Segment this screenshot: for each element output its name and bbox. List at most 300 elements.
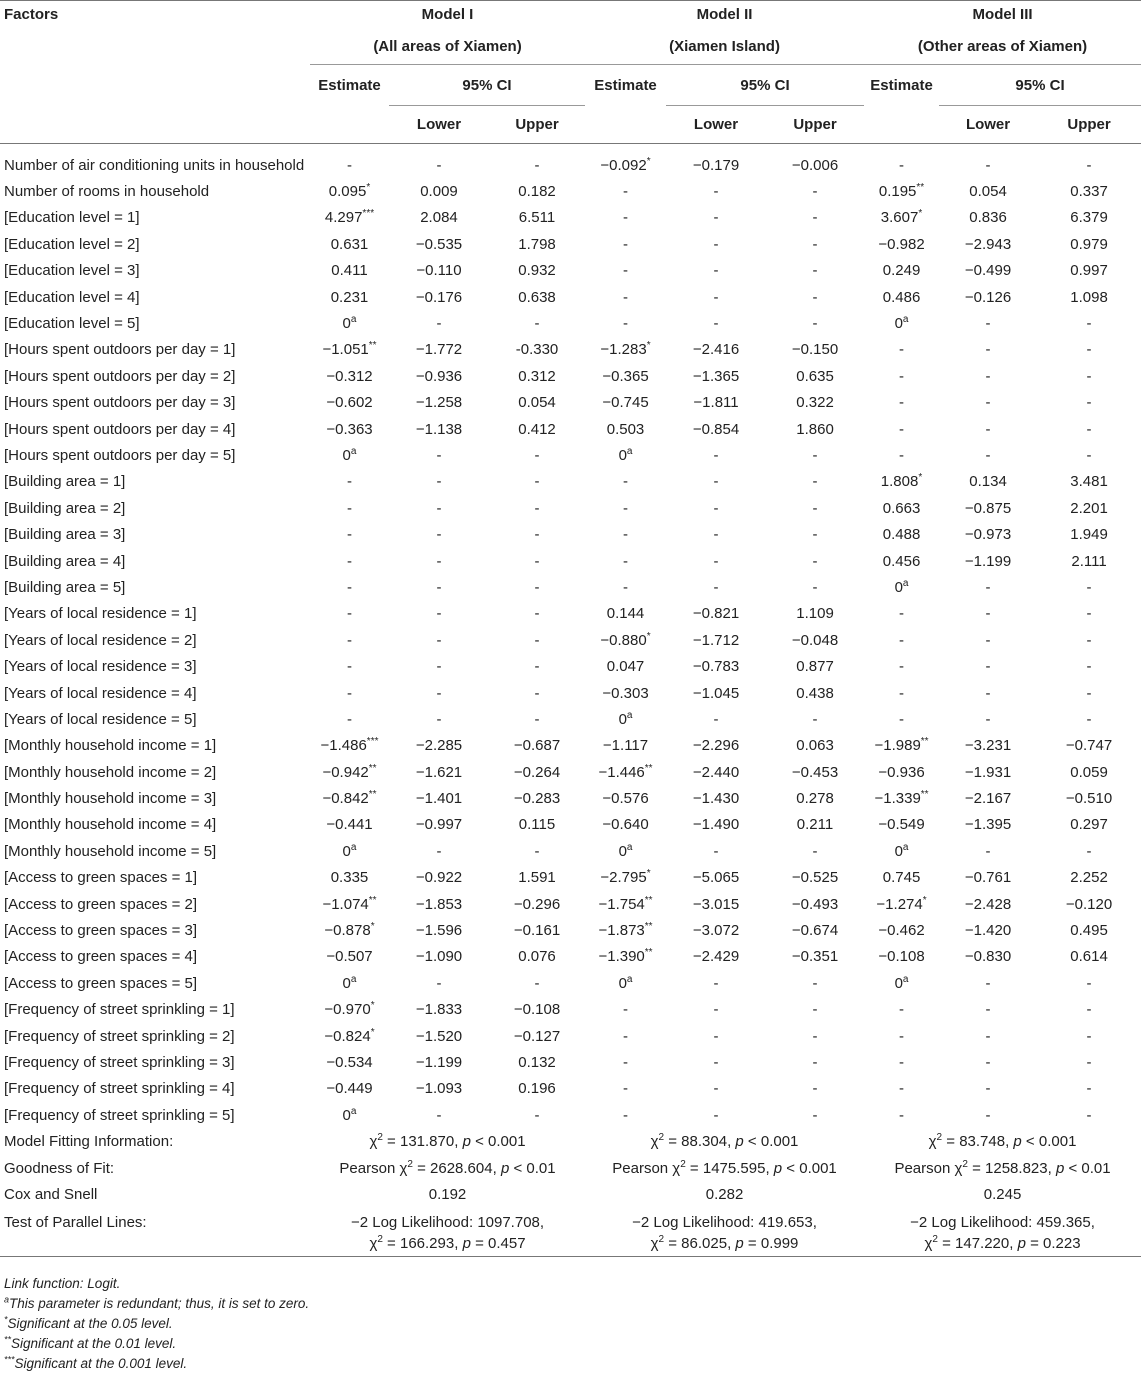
ci-upper-cell: -	[812, 262, 818, 280]
ci-lower-cell: -	[436, 473, 442, 491]
estimate-cell: -	[623, 183, 629, 201]
ci-lower-cell: -	[436, 526, 442, 544]
factor-label: [Years of local residence = 5]	[4, 710, 197, 728]
ci-upper-cell: -	[1086, 710, 1092, 728]
ci-upper-cell: -	[812, 710, 818, 728]
ci-lower-cell: -	[436, 842, 442, 860]
ci-lower-cell: −3.072	[692, 922, 740, 940]
estimate-cell: 4.297***	[324, 208, 375, 227]
ci-lower-cell: −2.440	[692, 763, 740, 781]
ci-lower-cell: −0.179	[692, 156, 740, 174]
ci-upper-cell: 1.098	[1070, 288, 1108, 306]
ci-lower-cell: −1.093	[415, 1080, 463, 1098]
estimate-cell: −0.441	[326, 816, 373, 834]
ci-upper-cell: -0.330	[515, 341, 559, 359]
note-sig-005: *Significant at the 0.05 level.	[4, 1314, 173, 1331]
estimate-cell: −0.449	[326, 1080, 373, 1098]
table-row	[0, 1102, 1141, 1128]
table-row	[0, 812, 1141, 838]
estimate-cell: -	[347, 499, 352, 517]
table-row	[0, 759, 1141, 785]
estimate-cell: 0.488	[882, 526, 921, 544]
ci-upper-cell: 0.182	[518, 183, 556, 201]
goodness-of-fit-label: Goodness of Fit:	[4, 1159, 115, 1177]
estimate-cell: 0$^a$	[894, 577, 909, 596]
significance-mark: ***	[366, 736, 379, 748]
ci-upper-cell: 0.638	[518, 288, 556, 306]
estimate-cell: 0$^a$	[342, 445, 357, 464]
ci-lower-cell: -	[713, 209, 719, 227]
ci-lower-cell: -	[713, 183, 719, 201]
estimate-cell: -	[347, 710, 352, 728]
ci-upper-cell: -	[812, 1080, 818, 1098]
cox-snell-m2: 0.282	[705, 1185, 744, 1203]
ci-lower-cell: −1.811	[693, 394, 739, 412]
ci-lower-cell: -	[713, 473, 719, 491]
table-row	[0, 838, 1141, 864]
ci-upper-cell: −0.687	[513, 737, 561, 755]
ci-upper-cell: 2.201	[1070, 499, 1108, 517]
factor-label: [Monthly household income = 1]	[4, 737, 217, 755]
factor-label: [Access to green spaces = 3]	[4, 922, 198, 940]
ci-upper-cell: -	[534, 1106, 540, 1124]
ci-lower-cell: −3.231	[964, 737, 1012, 755]
estimate-cell: 0.411	[331, 262, 368, 280]
ci-upper-cell: 2.111	[1071, 552, 1107, 570]
estimate-cell: -	[623, 315, 629, 333]
estimate-cell: −1.486***	[320, 736, 379, 755]
estimate-cell: -	[899, 658, 905, 676]
ci-lower-cell: −1.045	[692, 684, 740, 702]
ci-upper-cell: 6.511	[518, 209, 556, 227]
significance-mark: *	[370, 1026, 375, 1038]
ci-header: 95% CI	[666, 65, 864, 106]
ci-lower-cell: −1.931	[964, 763, 1012, 781]
goodness-of-fit-m3: Pearson $\chi^2 = 1258.823$, p < 0.01	[894, 1158, 1111, 1177]
significance-mark: **	[368, 894, 377, 906]
table-row	[0, 997, 1141, 1023]
factor-label: [Education level = 4]	[4, 288, 140, 306]
estimate-cell: 0$^a$	[618, 709, 633, 728]
ci-upper-cell: -	[534, 710, 540, 728]
estimate-cell: 0.745	[882, 869, 921, 887]
significance-mark: **	[644, 894, 653, 906]
ci-upper-cell: −0.120	[1065, 895, 1113, 913]
ci-upper-cell: -	[812, 526, 818, 544]
ci-lower-cell: −1.401	[415, 790, 463, 808]
ci-upper-cell: −0.493	[791, 895, 839, 913]
ci-lower-cell: −2.943	[964, 235, 1012, 253]
model-3-title: Model III	[864, 1, 1141, 29]
ci-lower-cell: -	[436, 631, 442, 649]
model-fitting-m3: $\chi^2 = 83.748$, p < 0.001	[928, 1132, 1077, 1151]
note-sig-0001: ***Significant at the 0.001 level.	[4, 1354, 188, 1371]
estimate-cell: −0.576	[602, 790, 649, 808]
ci-lower-cell: −2.296	[692, 737, 740, 755]
ci-lower-cell: −5.065	[692, 869, 740, 887]
significance-mark: *	[370, 1000, 375, 1012]
estimate-cell: 0$^a$	[342, 1105, 357, 1124]
ci-upper-cell: -	[1086, 578, 1092, 596]
ci-lower-cell: −3.015	[692, 895, 740, 913]
factor-label: [Years of local residence = 4]	[4, 684, 197, 702]
factor-label: [Years of local residence = 1]	[4, 605, 197, 623]
estimate-header: Estimate	[318, 76, 381, 94]
table-row	[0, 653, 1141, 679]
ci-upper-cell: 6.379	[1070, 209, 1108, 227]
note-sig-001: **Significant at the 0.01 level.	[4, 1334, 177, 1351]
estimate-cell: -	[623, 1106, 629, 1124]
estimate-cell: -	[623, 499, 629, 517]
ci-lower-cell: 2.084	[420, 209, 458, 227]
significance-mark: a	[626, 973, 633, 985]
estimate-cell: −0.982	[878, 235, 925, 253]
ci-upper-cell: 0.877	[796, 658, 834, 676]
ci-header: 95% CI	[939, 65, 1141, 106]
ci-lower-cell: -	[713, 1027, 719, 1045]
ci-lower-cell: -	[985, 658, 991, 676]
significance-mark: *	[918, 208, 923, 220]
estimate-cell: -	[899, 420, 905, 438]
estimate-cell: −0.970*	[324, 1000, 375, 1019]
estimate-cell: 0.503	[606, 420, 645, 438]
table-row	[0, 390, 1141, 416]
factor-label: [Hours spent outdoors per day = 2]	[4, 367, 236, 385]
significance-mark: a	[902, 841, 909, 853]
ci-lower-cell: -	[436, 552, 442, 570]
ci-upper-cell: -	[812, 235, 818, 253]
estimate-cell: -	[623, 288, 629, 306]
parallel-lines-m1: −2 Log Likelihood: 1097.708, $\chi^2 = 166.293$, p = 0.457	[310, 1208, 585, 1257]
ci-upper-cell: 0.312	[518, 367, 556, 385]
ci-upper-cell: -	[812, 183, 818, 201]
factor-label: [Frequency of street sprinkling = 3]	[4, 1053, 235, 1071]
table-row	[0, 495, 1141, 521]
table-row	[0, 601, 1141, 627]
estimate-cell: −0.363	[326, 420, 373, 438]
ci-upper-cell: 1.798	[518, 235, 556, 253]
ci-upper-cell: -	[1086, 1053, 1092, 1071]
ci-lower-cell: −2.429	[692, 948, 740, 966]
estimate-cell: −1.339**	[874, 789, 929, 808]
table-row	[0, 548, 1141, 574]
ci-lower-cell: -	[713, 1053, 719, 1071]
table-row	[0, 205, 1141, 231]
ci-lower-cell: -	[985, 631, 991, 649]
significance-mark: **	[644, 921, 653, 933]
ci-lower-cell: −1.712	[692, 631, 740, 649]
ci-lower-cell: −1.621	[415, 763, 463, 781]
significance-mark: a	[902, 314, 909, 326]
estimate-cell: -	[899, 1106, 905, 1124]
ci-lower-cell: 0.134	[969, 473, 1007, 491]
table-row	[0, 917, 1141, 943]
table-row	[0, 363, 1141, 389]
significance-mark: a	[626, 445, 633, 457]
factor-label: [Access to green spaces = 4]	[4, 948, 198, 966]
estimate-cell: -	[347, 658, 352, 676]
ci-lower-cell: −0.973	[964, 526, 1012, 544]
ci-lower-cell: −1.365	[692, 367, 740, 385]
significance-mark: a	[902, 973, 909, 985]
estimate-cell: −0.878*	[324, 921, 375, 940]
factor-label: [Access to green spaces = 5]	[4, 974, 198, 992]
significance-mark: *	[646, 630, 651, 642]
estimate-cell: 0.631	[330, 235, 369, 253]
ci-upper-cell: 0.278	[796, 790, 834, 808]
estimate-cell: −0.312	[326, 367, 373, 385]
ci-lower-cell: −2.285	[415, 737, 463, 755]
ci-lower-cell: -	[985, 394, 991, 412]
ci-upper-cell: -	[1086, 341, 1092, 359]
ci-lower-cell: -	[713, 288, 719, 306]
ci-lower-cell: -	[713, 315, 719, 333]
table-row	[0, 574, 1141, 600]
estimate-cell: -	[899, 367, 905, 385]
ci-lower-cell: -	[436, 658, 442, 676]
ci-lower-cell: −0.936	[415, 367, 463, 385]
factor-label: [Years of local residence = 3]	[4, 658, 197, 676]
estimate-cell: −0.936	[878, 763, 925, 781]
estimate-cell: -	[347, 605, 352, 623]
estimate-cell: 0$^a$	[894, 841, 909, 860]
significance-mark: a	[626, 841, 633, 853]
ci-lower-cell: -	[436, 710, 442, 728]
upper-header: Upper	[489, 106, 585, 144]
table-row	[0, 970, 1141, 996]
factor-label: [Education level = 5]	[4, 315, 140, 333]
estimate-cell: -	[899, 1027, 905, 1045]
estimate-cell: −1.873**	[598, 921, 653, 940]
ci-lower-cell: 0.836	[969, 209, 1007, 227]
table-row	[0, 337, 1141, 363]
factor-label: Number of air conditioning units in household	[4, 156, 305, 174]
ci-lower-cell: −1.833	[415, 1001, 463, 1019]
factor-label: [Education level = 2]	[4, 235, 140, 253]
estimate-cell: -	[899, 1053, 905, 1071]
ci-lower-cell: -	[436, 578, 442, 596]
factor-label: [Access to green spaces = 1]	[4, 869, 198, 887]
significance-mark: a	[350, 841, 357, 853]
estimate-cell: 0.335	[330, 869, 369, 887]
parallel-lines-m2: −2 Log Likelihood: 419.653, $\chi^2 = 86.025$, p = 0.999	[585, 1208, 864, 1257]
ci-upper-cell: 0.196	[518, 1080, 556, 1098]
ci-lower-cell: -	[713, 1001, 719, 1019]
ci-lower-cell: −0.761	[964, 869, 1012, 887]
estimate-cell: -	[347, 684, 352, 702]
factor-label: [Monthly household income = 4]	[4, 816, 217, 834]
ci-lower-cell: −1.430	[692, 790, 740, 808]
table-row	[0, 144, 1141, 179]
factor-label: [Education level = 1]	[4, 209, 140, 227]
ci-upper-cell: -	[534, 578, 540, 596]
ci-upper-cell: 0.063	[796, 737, 834, 755]
factor-label: [Years of local residence = 2]	[4, 631, 197, 649]
ci-upper-cell: −0.283	[513, 790, 561, 808]
estimate-cell: 0$^a$	[618, 841, 633, 860]
estimate-cell: -	[347, 578, 352, 596]
estimate-cell: 1.808*	[880, 472, 923, 491]
ci-upper-cell: −0.296	[513, 895, 561, 913]
estimate-cell: -	[623, 1080, 629, 1098]
ci-lower-cell: -	[985, 341, 991, 359]
ci-lower-cell: −2.416	[692, 341, 740, 359]
ci-lower-cell: -	[985, 605, 991, 623]
ci-lower-cell: -	[713, 262, 719, 280]
estimate-cell: −0.365	[602, 367, 649, 385]
factor-label: [Frequency of street sprinkling = 5]	[4, 1106, 235, 1124]
estimate-cell: −1.390**	[598, 947, 653, 966]
estimate-header: Estimate	[870, 76, 933, 94]
estimate-cell: −0.462	[878, 922, 925, 940]
factor-label: [Building area = 5]	[4, 578, 126, 596]
estimate-cell: -	[347, 473, 352, 491]
ci-lower-cell: −1.596	[415, 922, 463, 940]
ci-upper-cell: 1.949	[1070, 526, 1108, 544]
estimate-cell: -	[899, 1001, 905, 1019]
estimate-cell: -	[623, 262, 629, 280]
ci-upper-cell: 0.495	[1070, 922, 1108, 940]
estimate-cell: 0$^a$	[342, 973, 357, 992]
estimate-cell: −1.074**	[322, 894, 377, 913]
ci-lower-cell: -	[985, 156, 991, 174]
estimate-cell: -	[347, 526, 352, 544]
ci-upper-cell: -	[534, 842, 540, 860]
model-fitting-m2: $\chi^2 = 88.304$, p < 0.001	[650, 1132, 799, 1151]
estimate-cell: -	[899, 710, 905, 728]
estimate-cell: -	[623, 1001, 629, 1019]
ci-upper-cell: -	[1086, 394, 1092, 412]
lower-header: Lower	[666, 106, 766, 144]
estimate-cell: -	[899, 1080, 905, 1098]
significance-mark: ***	[362, 208, 375, 220]
ci-lower-cell: -	[985, 446, 991, 464]
estimate-cell: -	[623, 209, 629, 227]
ci-upper-cell: 0.115	[518, 816, 556, 834]
estimate-cell: −0.880*	[600, 630, 651, 649]
ci-upper-cell: -	[1086, 974, 1092, 992]
ci-upper-cell: -	[812, 578, 818, 596]
estimate-cell: -	[623, 526, 629, 544]
ci-upper-cell: -	[534, 526, 540, 544]
significance-mark: *	[922, 894, 927, 906]
estimate-cell: −0.824*	[324, 1026, 375, 1045]
ci-upper-cell: −0.453	[791, 763, 839, 781]
significance-mark: **	[644, 762, 653, 774]
estimate-cell: -	[899, 605, 905, 623]
estimate-cell: −1.274*	[876, 894, 927, 913]
table-row	[0, 310, 1141, 336]
table-row	[0, 442, 1141, 468]
ci-lower-cell: -	[985, 842, 991, 860]
ci-lower-cell: −1.258	[415, 394, 463, 412]
ci-lower-cell: 0.054	[969, 183, 1007, 201]
significance-mark: a	[350, 973, 357, 985]
ci-upper-cell: −0.747	[1065, 737, 1113, 755]
estimate-cell: −0.640	[602, 816, 649, 834]
ci-upper-cell: 0.337	[1070, 183, 1108, 201]
ci-lower-cell: -	[985, 420, 991, 438]
ci-lower-cell: -	[713, 552, 719, 570]
ci-upper-cell: -	[534, 684, 540, 702]
ci-lower-cell: −1.490	[692, 816, 740, 834]
ci-lower-cell: −0.783	[692, 658, 740, 676]
significance-mark: a	[626, 709, 633, 721]
table-row	[0, 785, 1141, 811]
ci-upper-cell: −0.510	[1065, 790, 1113, 808]
significance-mark: *	[646, 868, 651, 880]
ci-lower-cell: -	[436, 684, 442, 702]
ci-upper-cell: −0.108	[513, 1001, 561, 1019]
ci-upper-cell: -	[534, 631, 540, 649]
significance-mark: **	[368, 762, 377, 774]
ci-lower-cell: −0.854	[692, 420, 740, 438]
estimate-cell: −0.108	[878, 948, 925, 966]
upper-header: Upper	[1037, 106, 1141, 144]
ci-lower-cell: −1.772	[415, 341, 463, 359]
ci-lower-cell: −0.997	[415, 816, 463, 834]
table-row	[0, 865, 1141, 891]
estimate-cell: −0.303	[602, 684, 649, 702]
ci-lower-cell: 0.009	[420, 183, 458, 201]
ci-lower-cell: −0.176	[415, 288, 463, 306]
factor-label: [Hours spent outdoors per day = 5]	[4, 446, 236, 464]
estimate-cell: -	[899, 156, 905, 174]
ci-lower-cell: −1.853	[415, 895, 463, 913]
ci-lower-cell: -	[985, 1080, 991, 1098]
table-footnotes	[4, 1274, 309, 1374]
ci-upper-cell: -	[812, 1053, 818, 1071]
ci-upper-cell: -	[534, 446, 540, 464]
ci-upper-cell: -	[812, 1106, 818, 1124]
model-1-subtitle: (All areas of Xiamen)	[310, 28, 585, 65]
ci-upper-cell: -	[812, 499, 818, 517]
ci-upper-cell: −0.006	[791, 156, 839, 174]
table-row	[0, 469, 1141, 495]
ci-upper-cell: -	[1086, 631, 1092, 649]
estimate-cell: −1.989**	[874, 736, 929, 755]
ci-upper-cell: -	[1086, 1001, 1092, 1019]
ci-upper-cell: -	[534, 658, 540, 676]
ci-upper-cell: -	[812, 209, 818, 227]
ci-lower-cell: -	[985, 578, 991, 596]
factors-header: Factors	[0, 1, 310, 29]
factor-label: [Building area = 4]	[4, 552, 126, 570]
ci-lower-cell: -	[985, 315, 991, 333]
factor-label: [Building area = 2]	[4, 499, 126, 517]
ci-lower-cell: -	[436, 1106, 442, 1124]
estimate-cell: −0.602	[326, 394, 373, 412]
table-row	[0, 178, 1141, 204]
estimate-cell: 0$^a$	[618, 445, 633, 464]
factor-label: [Building area = 3]	[4, 526, 126, 544]
significance-mark: a	[350, 314, 357, 326]
estimate-cell: 0$^a$	[342, 314, 357, 333]
estimate-cell: 0$^a$	[342, 841, 357, 860]
ci-upper-cell: −0.150	[791, 341, 839, 359]
estimate-cell: -	[623, 578, 629, 596]
estimate-cell: -	[899, 394, 905, 412]
ci-upper-cell: -	[534, 315, 540, 333]
ci-upper-cell: 1.591	[518, 869, 556, 887]
ci-lower-cell: -	[985, 710, 991, 728]
estimate-cell: -	[623, 235, 629, 253]
goodness-of-fit-m2: Pearson $\chi^2 = 1475.595$, p < 0.001	[612, 1158, 837, 1177]
ci-lower-cell: −1.138	[415, 420, 463, 438]
significance-mark: a	[350, 445, 357, 457]
ci-lower-cell: −1.199	[415, 1053, 463, 1071]
ci-upper-cell: -	[534, 156, 540, 174]
